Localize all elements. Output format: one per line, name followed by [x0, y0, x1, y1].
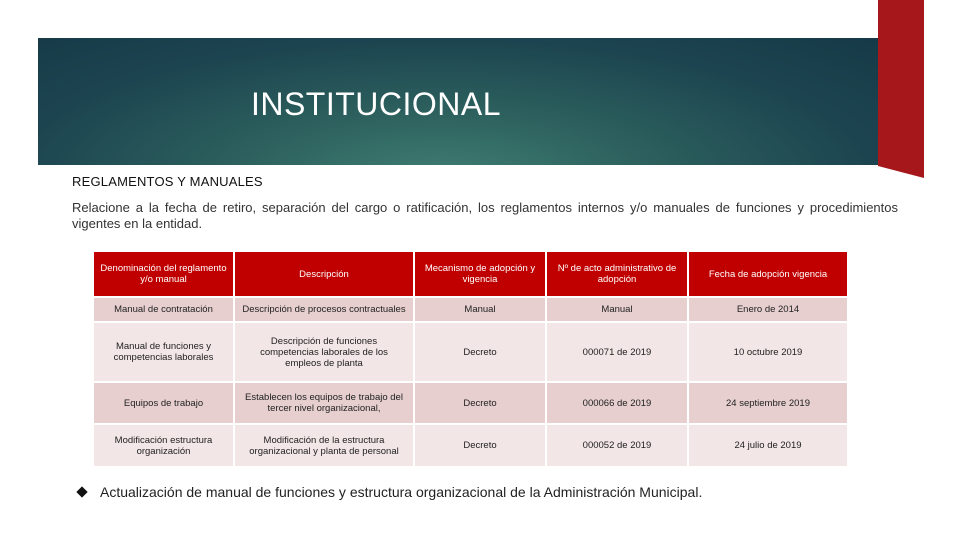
cell-denominacion: Manual de contratación: [94, 298, 233, 321]
cell-denominacion: Modificación estructura organización: [94, 425, 233, 466]
cell-mecanismo: Manual: [415, 298, 545, 321]
cell-fecha: 24 julio de 2019: [689, 425, 847, 466]
table-row: [94, 298, 847, 321]
diamond-bullet-icon: [76, 486, 87, 497]
table-header-row: [94, 252, 847, 296]
cell-mecanismo: Decreto: [415, 425, 545, 466]
cell-descripcion: Descripción de procesos contractuales: [235, 298, 413, 321]
bullet-text: Actualización de manual de funciones y estructura organizacional de la Administración Municipal.: [100, 484, 703, 500]
header-descripcion: Descripción: [235, 252, 413, 296]
cell-acto: Manual: [547, 298, 687, 321]
table-row: [94, 323, 847, 381]
cell-denominacion: Manual de funciones y competencias laborales: [94, 323, 233, 381]
header-fecha: Fecha de adopción vigencia: [689, 252, 847, 296]
header-denominacion: Denominación del reglamento y/o manual: [94, 252, 233, 296]
cell-mecanismo: Decreto: [415, 383, 545, 424]
title-banner: [38, 38, 878, 165]
cell-mecanismo: Decreto: [415, 323, 545, 381]
accent-bar-notch: [878, 166, 924, 178]
cell-acto: 000071 de 2019: [547, 323, 687, 381]
header-acto: Nº de acto administrativo de adopción: [547, 252, 687, 296]
cell-descripcion: Modificación de la estructura organizacional y planta de personal: [235, 425, 413, 466]
cell-acto: 000066 de 2019: [547, 383, 687, 424]
cell-descripcion: Establecen los equipos de trabajo del tercer nivel organizacional,: [235, 383, 413, 424]
cell-descripcion: Descripción de funciones competencias laborales de los empleos de planta: [235, 323, 413, 381]
header-mecanismo: Mecanismo de adopción y vigencia: [415, 252, 545, 296]
slide-title: INSTITUCIONAL: [250, 86, 502, 122]
intro-paragraph: Relacione a la fecha de retiro, separación del cargo o ratificación, los reglamentos internos y/o manuales de funciones y procedimientos vigentes en la entidad.: [72, 200, 898, 231]
regulations-table: [92, 250, 849, 468]
bullet-item: [78, 484, 702, 500]
section-heading: REGLAMENTOS Y MANUALES: [72, 174, 263, 189]
cell-denominacion: Equipos de trabajo: [94, 383, 233, 424]
table-row: [94, 383, 847, 424]
cell-fecha: 24 septiembre 2019: [689, 383, 847, 424]
table-row: [94, 425, 847, 466]
cell-acto: 000052 de 2019: [547, 425, 687, 466]
cell-fecha: Enero de 2014: [689, 298, 847, 321]
accent-bar: [878, 0, 924, 166]
cell-fecha: 10 octubre 2019: [689, 323, 847, 381]
